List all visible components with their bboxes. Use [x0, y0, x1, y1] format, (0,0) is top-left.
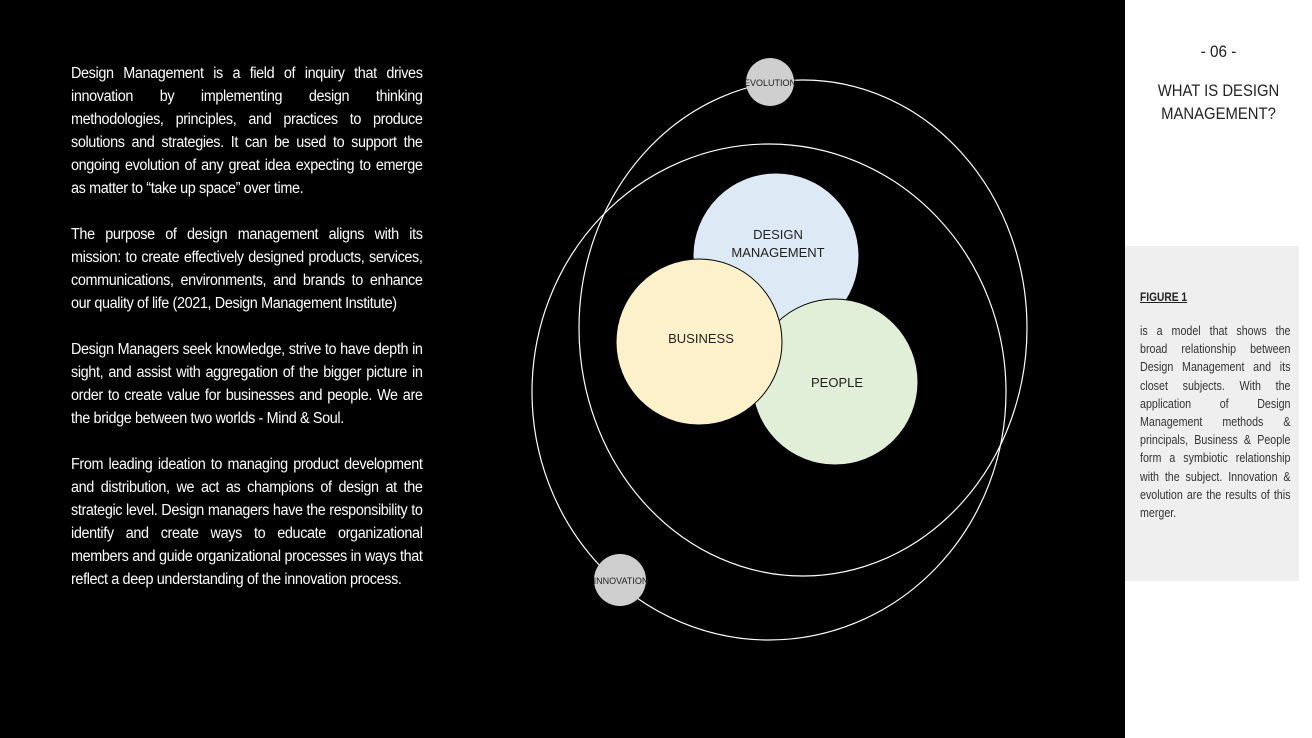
body-text — [71, 62, 423, 614]
design-management-label-line2: MANAGEMENT — [731, 245, 825, 260]
people-label: PEOPLE — [810, 375, 864, 390]
page-title-line2: MANAGEMENT? — [1161, 105, 1276, 123]
figure-caption-box — [1125, 246, 1299, 581]
figure-caption: is a model that shows the broad relationship between Design Management and its closet subjects. With the application of Design Management methods & principals, Business & People form a symbiotic relationship with the subject. Innovation & evolution are the results of this merger. — [1140, 324, 1291, 521]
innovation-label: INNOVATION — [593, 576, 649, 586]
paragraph-purpose: The purpose of design management aligns with its mission: to create effectively designed products, services, communications, environments, and brands to enhance our quality of life (2021, Design Management Institute) — [71, 226, 423, 312]
paragraph-design-managers: Design Managers seek knowledge, strive to have depth in sight, and assist with aggregation of the bigger picture in order to create value for businesses and people. We are the bridge between two worlds - Mind & Soul. — [71, 341, 423, 427]
page-number: - 06 - — [1200, 42, 1237, 61]
page-title — [1143, 80, 1293, 126]
design-management-label-line1: DESIGN — [753, 227, 803, 242]
design-management-diagram — [500, 40, 1060, 660]
paragraph-leading-ideation: From leading ideation to managing product development and distribution, we act as champions of design at the strategic level. Design managers have the responsibility to identify and create ways to educate organizational members and guide organizational processes in ways that reflect a deep understanding of the innovation process. — [71, 456, 423, 588]
evolution-label: EVOLUTION — [743, 78, 797, 88]
page-title-line1: WHAT IS DESIGN — [1157, 82, 1280, 100]
figure-label: FIGURE 1 — [1140, 290, 1188, 304]
business-label: BUSINESS — [668, 331, 734, 346]
paragraph-intro: Design Management is a field of inquiry that drives innovation by implementing design thinking methodologies, principles, and practices to produce solutions and strategies. It can be used to support the ongoing evolution of any great idea expecting to emerge as matter to “take up space” over time. — [71, 65, 423, 197]
side-panel — [1125, 0, 1312, 738]
